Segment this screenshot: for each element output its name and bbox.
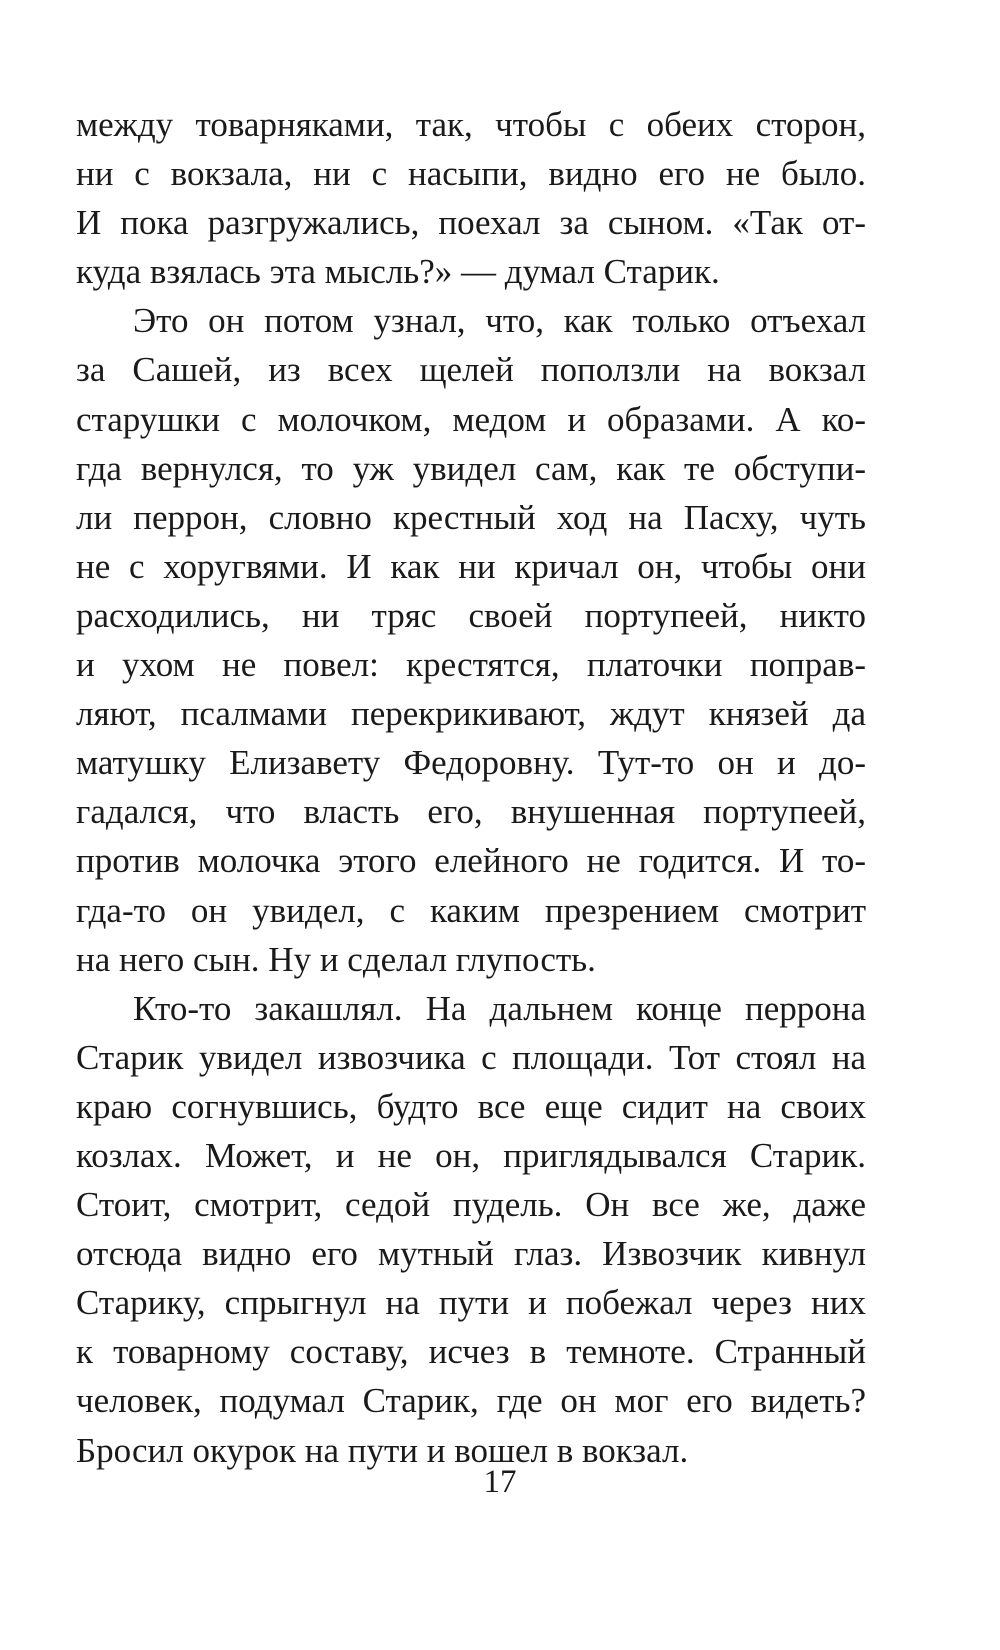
text-line: гадался, что власть его, внушенная портупеей, [76, 792, 866, 832]
text-line: ни с вокзала, ни с насыпи, видно его не было. [76, 154, 866, 194]
paragraph [76, 296, 866, 983]
page-number: 17 [483, 1464, 517, 1500]
text-line: гда вернулся, то уж увидел сам, как те обступи- [76, 448, 866, 488]
text-line: краю согнувшись, будто все еще сидит на своих [76, 1086, 866, 1126]
paragraph [76, 100, 866, 296]
text-line: не с хоругвями. И как ни кричал он, чтобы они [76, 546, 866, 586]
text-line: Старику, спрыгнул на пути и побежал через них [76, 1283, 866, 1323]
text-line: И пока разгружались, поехал за сыном. «Так от- [76, 203, 866, 243]
text-line: Бросил окурок на пути и вошел в вокзал. [76, 1430, 689, 1470]
text-line: матушку Елизавету Федоровну. Тут-то он и до- [76, 743, 866, 783]
text-line: к товарному составу, исчез в темноте. Странный [76, 1332, 866, 1372]
text-line: старушки с молочком, медом и образами. А ко- [76, 399, 866, 439]
text-line: против молочка этого елейного не годится. И то- [76, 841, 866, 881]
text-line: козлах. Может, и не он, приглядывался Старик. [76, 1135, 866, 1175]
text-line: Это он потом узнал, что, как только отъехал [133, 301, 866, 341]
text-line: Кто-то закашлял. На дальнем конце перрона [133, 988, 866, 1028]
text-line: за Сашей, из всех щелей поползли на вокзал [76, 350, 866, 390]
text-line: отсюда видно его мутный глаз. Извозчик кивнул [76, 1234, 866, 1274]
text-line: расходились, ни тряс своей портупеей, никто [76, 595, 866, 635]
text-line: Старик увидел извозчика с площади. Тот стоял на [76, 1037, 866, 1077]
text-line: ли перрон, словно крестный ход на Пасху, чуть [76, 497, 866, 537]
text-line: Стоит, смотрит, седой пудель. Он все же, даже [76, 1185, 866, 1225]
text-line: куда взялась эта мысль?» — думал Старик. [76, 252, 720, 292]
body-text [76, 100, 866, 1475]
text-line: ляют, псалмами перекрикивают, ждут князей да [76, 694, 866, 734]
paragraph [76, 984, 866, 1475]
text-line: между товарняками, так, чтобы с обеих сторон, [76, 105, 866, 144]
text-line: на него сын. Ну и сделал глупость. [76, 939, 596, 979]
text-line: гда-то он увидел, с каким презрением смотрит [76, 890, 866, 930]
text-line: человек, подумал Старик, где он мог его видеть? [76, 1381, 866, 1421]
text-line: и ухом не повел: крестятся, платочки поправ- [76, 645, 866, 685]
